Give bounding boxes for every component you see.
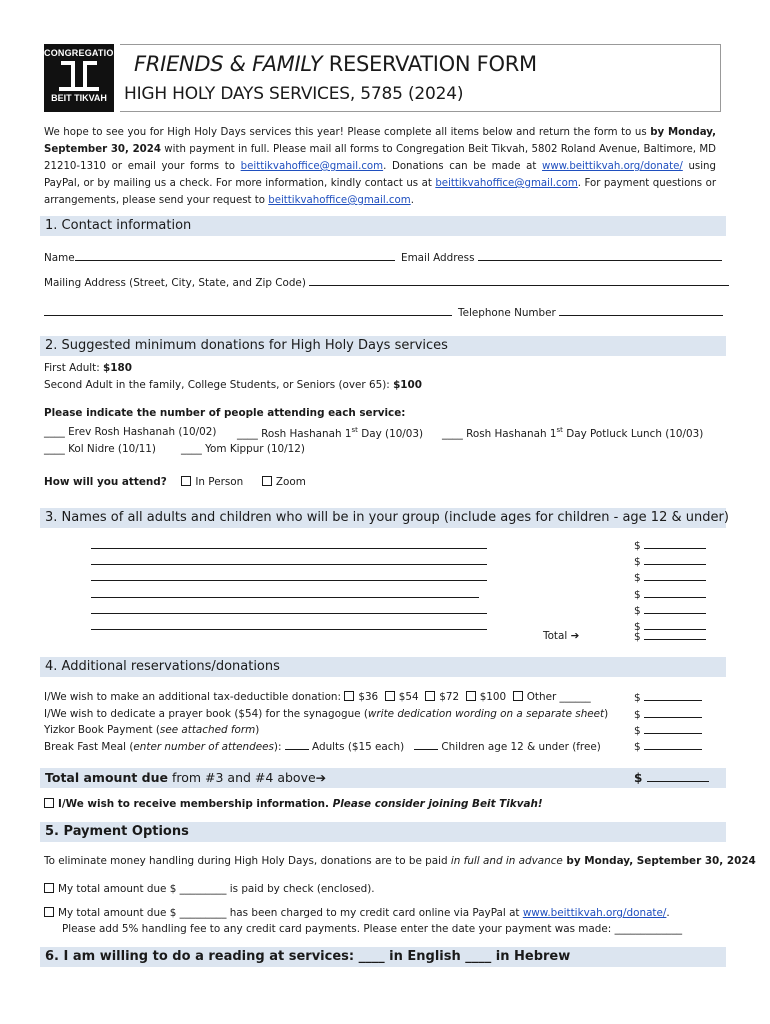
grand-total-field[interactable] [647, 772, 709, 782]
prayer-book-label: I/We wish to dedicate a prayer book ($54) for the synagogue ( [44, 708, 368, 720]
donation-36-label: $36 [358, 691, 379, 703]
blank: ____ [442, 428, 463, 440]
section4-header: 4. Additional reservations/donations [40, 657, 726, 677]
grand-total-label: Total amount due [45, 770, 168, 785]
donation-row [44, 691, 591, 703]
amount-blank[interactable] [644, 539, 706, 549]
attendance-mode-label: How will you attend? [44, 476, 167, 488]
title-italic: FRIENDS & FAMILY [134, 52, 323, 76]
blank: ____ [181, 443, 202, 455]
group-member-name-field[interactable] [91, 604, 487, 617]
logo-hebrew-glyph-icon [57, 61, 101, 91]
dollar-sign: $ [634, 605, 641, 617]
logo-text-bottom: BEIT TIKVAH [51, 93, 107, 103]
group-member-name-field[interactable] [91, 555, 487, 568]
intro-donate-link[interactable]: www.beittikvah.org/donate/ [542, 161, 683, 172]
name-blank[interactable] [91, 539, 487, 549]
section3-total-amount[interactable] [634, 630, 706, 643]
dollar-sign: $ [634, 725, 641, 737]
payment-check-row [44, 883, 375, 895]
pay-by-check-checkbox[interactable] [44, 883, 54, 893]
donation-72-label: $72 [439, 691, 460, 703]
intro-email-link-1[interactable]: beittikvahoffice@gmail.com [240, 161, 384, 172]
dollar-sign: $ [634, 771, 643, 785]
service-kol-nidre[interactable] [44, 443, 156, 455]
payment-card-row [44, 907, 670, 919]
name-blank[interactable] [91, 555, 487, 565]
zoom-checkbox[interactable] [262, 476, 272, 486]
service-label: Rosh Hashanah 1 [462, 428, 557, 440]
right-arrow-icon: ➔ [570, 630, 580, 642]
intro-paragraph [44, 124, 716, 209]
logo-text-top: CONGREGATION [44, 48, 121, 58]
donation-other-checkbox[interactable] [513, 691, 523, 701]
phone-row [458, 306, 723, 319]
amount-blank[interactable] [644, 620, 706, 630]
donation-100-checkbox[interactable] [466, 691, 476, 701]
pay-by-check-label: My total amount due $ _________ is paid by check (enclosed). [58, 883, 375, 895]
section3-total-label: Total [543, 630, 568, 642]
name-blank[interactable] [91, 620, 487, 630]
zoom-label: Zoom [275, 476, 306, 488]
membership-note: Please consider joining Beit Tikvah! [332, 798, 543, 810]
name-row [44, 251, 395, 264]
group-member-amount[interactable] [634, 555, 706, 568]
amount-blank[interactable] [644, 555, 706, 565]
break-fast-amount[interactable] [634, 740, 702, 753]
prayer-book-note: write dedication wording on a separate sheet [367, 708, 605, 720]
title-rest: RESERVATION FORM [322, 52, 537, 76]
service-potluck-lunch[interactable] [442, 426, 703, 440]
break-fast-row [44, 740, 601, 753]
paypal-link[interactable]: www.beittikvah.org/donate/ [522, 907, 667, 919]
prayer-book-row [44, 708, 608, 720]
grand-total-rest: from #3 and #4 above [168, 770, 316, 785]
group-member-amount[interactable] [634, 571, 706, 584]
yizkor-close: ) [255, 724, 260, 736]
group-member-name-field[interactable] [91, 620, 487, 633]
break-fast-close: ): [273, 741, 285, 753]
service-label: Yom Kippur (10/12) [201, 443, 305, 455]
second-adult-label: Second Adult in the family, College Students, or Seniors (over 65): [44, 379, 394, 391]
name-blank[interactable] [91, 604, 487, 614]
blank: ____ [237, 428, 258, 440]
page-subtitle: HIGH HOLY DAYS SERVICES, 5785 (2024) [124, 84, 464, 104]
page-title [134, 52, 537, 76]
donation-36-checkbox[interactable] [344, 691, 354, 701]
intro-text-4: using PayPal, or by mailing us a check. For more information, kindly contact us at [44, 161, 716, 189]
phone-label: Telephone Number [458, 307, 556, 319]
phone-field[interactable] [559, 306, 723, 316]
donation-72-checkbox[interactable] [425, 691, 435, 701]
yizkor-amount[interactable] [634, 724, 702, 737]
donation-54-label: $54 [398, 691, 419, 703]
service-erev-rosh-hashanah[interactable] [44, 426, 216, 438]
yizkor-label: Yizkor Book Payment ( [44, 724, 160, 736]
payment-deadline: by Monday, September 30, 2024 [562, 855, 756, 867]
membership-label: I/We wish to receive membership information. [58, 798, 333, 810]
intro-email-link-2[interactable]: beittikvahoffice@gmail.com [435, 178, 578, 189]
membership-checkbox[interactable] [44, 798, 54, 808]
mailing-row [44, 276, 729, 289]
dollar-sign: $ [634, 631, 641, 643]
pay-by-card-checkbox[interactable] [44, 907, 54, 917]
payment-intro-italic: in full and in advance [450, 855, 563, 867]
section6-header: 6. I am willing to do a reading at services: ____ in English ____ in Hebrew [40, 947, 726, 967]
dollar-sign: $ [634, 556, 641, 568]
amount-blank[interactable] [644, 571, 706, 581]
service-rosh-hashanah-day1[interactable] [237, 426, 423, 440]
dollar-sign: $ [634, 709, 641, 721]
donation-amount[interactable] [634, 691, 702, 704]
amount-blank[interactable] [644, 604, 706, 614]
attendance-mode-row [44, 476, 306, 488]
service-yom-kippur[interactable] [181, 443, 305, 455]
congregation-logo [44, 44, 121, 112]
yizkor-amount-field[interactable] [644, 724, 702, 734]
group-member-amount[interactable] [634, 604, 706, 617]
name-field[interactable] [75, 251, 395, 261]
section3-header: 3. Names of all adults and children who will be in your group (include ages for children - age 12 & under) [40, 508, 726, 528]
group-member-amount[interactable] [634, 588, 706, 601]
blank: ____ [44, 426, 65, 438]
dollar-sign: $ [634, 540, 641, 552]
section1-header: 1. Contact information [40, 216, 726, 236]
intro-deadline: by Monday, September 30, 2024 [44, 127, 716, 155]
prayer-book-amount-field[interactable] [644, 708, 702, 718]
section3-total [543, 630, 579, 642]
intro-text-3: . Donations can be made at [383, 161, 543, 172]
pay-by-card-end: . [666, 907, 670, 919]
payment-intro-text: To eliminate money handling during High Holy Days, donations are to be paid [44, 855, 451, 867]
intro-text-5: . For payment questions or arrangements, please send your request to [44, 178, 717, 206]
first-adult-label: First Adult: [44, 362, 104, 374]
break-fast-label: Break Fast Meal ( [44, 741, 134, 753]
attend-prompt: Please indicate the number of people attending each service: [44, 407, 406, 419]
children-count-field[interactable] [414, 740, 438, 750]
section2-header: 2. Suggested minimum donations for High Holy Days services [40, 336, 726, 356]
intro-text-6: . [410, 195, 414, 206]
payment-intro [44, 855, 756, 867]
group-member-name-field[interactable] [91, 588, 479, 601]
name-blank[interactable] [91, 571, 487, 581]
ordinal-suffix: st [556, 426, 563, 434]
mailing-field-line2[interactable] [44, 306, 452, 316]
amount-blank[interactable] [644, 588, 706, 598]
first-adult-line [44, 362, 132, 374]
prayer-book-close: ) [604, 708, 609, 720]
pay-by-card-label: My total amount due $ _________ has been charged to my credit card online via PayPal at [58, 907, 523, 919]
dollar-sign: $ [634, 741, 641, 753]
break-fast-note: enter number of attendees [133, 741, 274, 753]
adults-count-field[interactable] [285, 740, 309, 750]
donation-54-checkbox[interactable] [385, 691, 395, 701]
break-fast-amount-field[interactable] [644, 740, 702, 750]
mailing-field[interactable] [309, 276, 729, 286]
blank: ____ [44, 443, 65, 455]
second-adult-amount: $100 [393, 379, 422, 391]
service-label-end: Day (10/03) [357, 428, 424, 440]
group-member-name-field[interactable] [91, 539, 487, 552]
total-amount-field[interactable] [644, 630, 706, 640]
adults-label: Adults ($15 each) [308, 741, 405, 753]
dollar-sign: $ [634, 572, 641, 584]
dollar-sign: $ [634, 589, 641, 601]
email-field[interactable] [478, 251, 722, 261]
email-row [401, 251, 722, 264]
donation-amount-field[interactable] [644, 691, 702, 701]
dollar-sign: $ [634, 692, 641, 704]
address-line2-row [44, 306, 452, 319]
mailing-label: Mailing Address (Street, City, State, and Zip Code) [44, 277, 306, 289]
donation-label: I/We wish to make an additional tax-deductible donation: [44, 691, 345, 703]
service-label-end: Day Potluck Lunch (10/03) [562, 428, 704, 440]
service-label: Kol Nidre (10/11) [64, 443, 156, 455]
in-person-label: In Person [195, 476, 244, 488]
grand-total-amount[interactable] [634, 771, 709, 785]
children-label: Children age 12 & under (free) [438, 741, 601, 753]
name-blank[interactable] [91, 588, 479, 598]
membership-row [44, 798, 543, 810]
prayer-book-amount[interactable] [634, 708, 702, 721]
section5-header: 5. Payment Options [40, 822, 726, 842]
first-adult-amount: $180 [103, 362, 132, 374]
intro-text-1: We hope to see you for High Holy Days services this year! Please complete all items below and return the form to us [44, 127, 651, 138]
group-member-name-field[interactable] [91, 571, 487, 584]
yizkor-note: see attached form [159, 724, 256, 736]
donation-other-label: Other ______ [526, 691, 591, 703]
in-person-checkbox[interactable] [181, 476, 191, 486]
intro-text-2: with payment in full. Please mail all forms to Congregation Beit Tikvah, 5802 Roland Avenue, Baltimore, MD 21210-1310 or email your forms to [44, 144, 717, 172]
email-label: Email Address [401, 252, 475, 264]
handling-fee-note: Please add 5% handling fee to any credit card payments. Please enter the date your payment was made: _____________ [62, 923, 683, 935]
total-amount-band [40, 768, 726, 788]
yizkor-row [44, 724, 259, 736]
service-label: Erev Rosh Hashanah (10/02) [64, 426, 217, 438]
dollar-sign: $ [634, 621, 641, 633]
donation-100-label: $100 [479, 691, 507, 703]
right-arrow-icon: ➔ [315, 770, 327, 785]
second-adult-line [44, 379, 422, 391]
group-member-amount[interactable] [634, 539, 706, 552]
name-label: Name [44, 252, 75, 264]
ordinal-suffix: st [351, 426, 358, 434]
service-label: Rosh Hashanah 1 [257, 428, 352, 440]
intro-email-link-3[interactable]: beittikvahoffice@gmail.com [268, 195, 411, 206]
